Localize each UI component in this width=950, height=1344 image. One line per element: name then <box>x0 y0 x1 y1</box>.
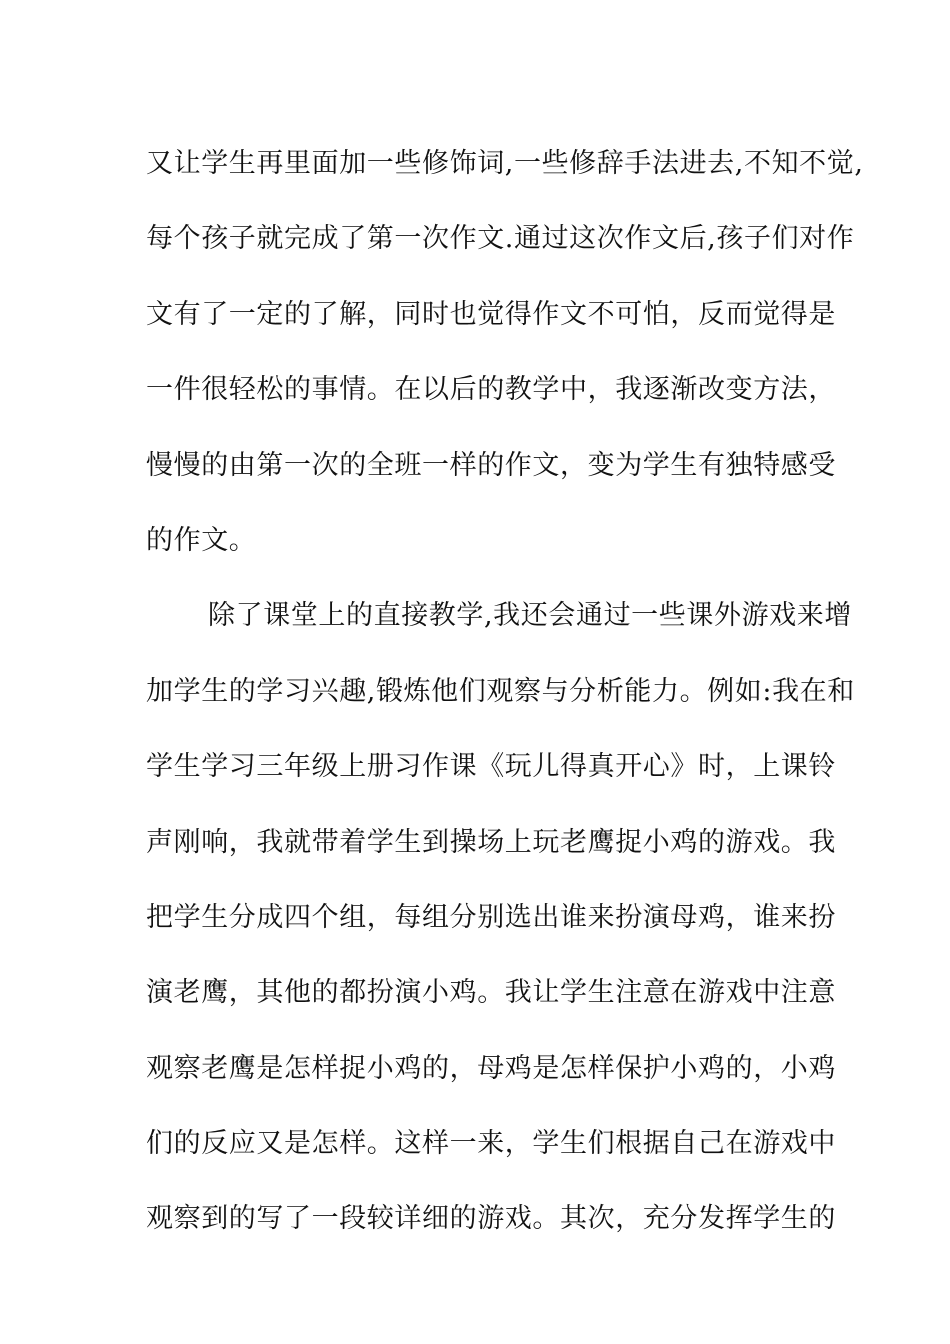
text-line: 加学生的学习兴趣,锻炼他们观察与分析能力。例如:我在和 <box>146 675 855 707</box>
body-text <box>146 126 864 1257</box>
text-line: 演老鹰，其他的都扮演小鸡。我让学生注意在游戏中注意 <box>146 977 836 1009</box>
text-line: 又让学生再里面加一些修饰词,一些修辞手法进去,不知不觉, <box>146 148 864 179</box>
text-line: 学生学习三年级上册习作课《玩儿得真开心》时，上课铃 <box>146 751 836 783</box>
text-line: 每个孩子就完成了第一次作文.通过这次作文后,孩子们对作 <box>146 223 855 255</box>
text-line: 一件很轻松的事情。在以后的教学中，我逐渐改变方法， <box>146 374 836 406</box>
text-line: 慢慢的由第一次的全班一样的作文，变为学生有独特感受 <box>146 449 836 481</box>
paragraph-start-line: 除了课堂上的直接教学,我还会通过一些课外游戏来增 <box>208 600 852 632</box>
text-line: 的作文。 <box>146 524 257 556</box>
text-line: 们的反应又是怎样。这样一来，学生们根据自己在游戏中 <box>146 1128 836 1160</box>
text-line: 观察老鹰是怎样捉小鸡的，母鸡是怎样保护小鸡的，小鸡 <box>146 1052 836 1084</box>
text-line: 声刚响，我就带着学生到操场上玩老鹰捉小鸡的游戏。我 <box>146 826 836 858</box>
text-line: 观察到的写了一段较详细的游戏。其次，充分发挥学生的 <box>146 1203 836 1235</box>
text-line: 把学生分成四个组，每组分别选出谁来扮演母鸡，谁来扮 <box>146 901 836 933</box>
text-line: 文有了一定的了解，同时也觉得作文不可怕，反而觉得是 <box>146 298 836 330</box>
